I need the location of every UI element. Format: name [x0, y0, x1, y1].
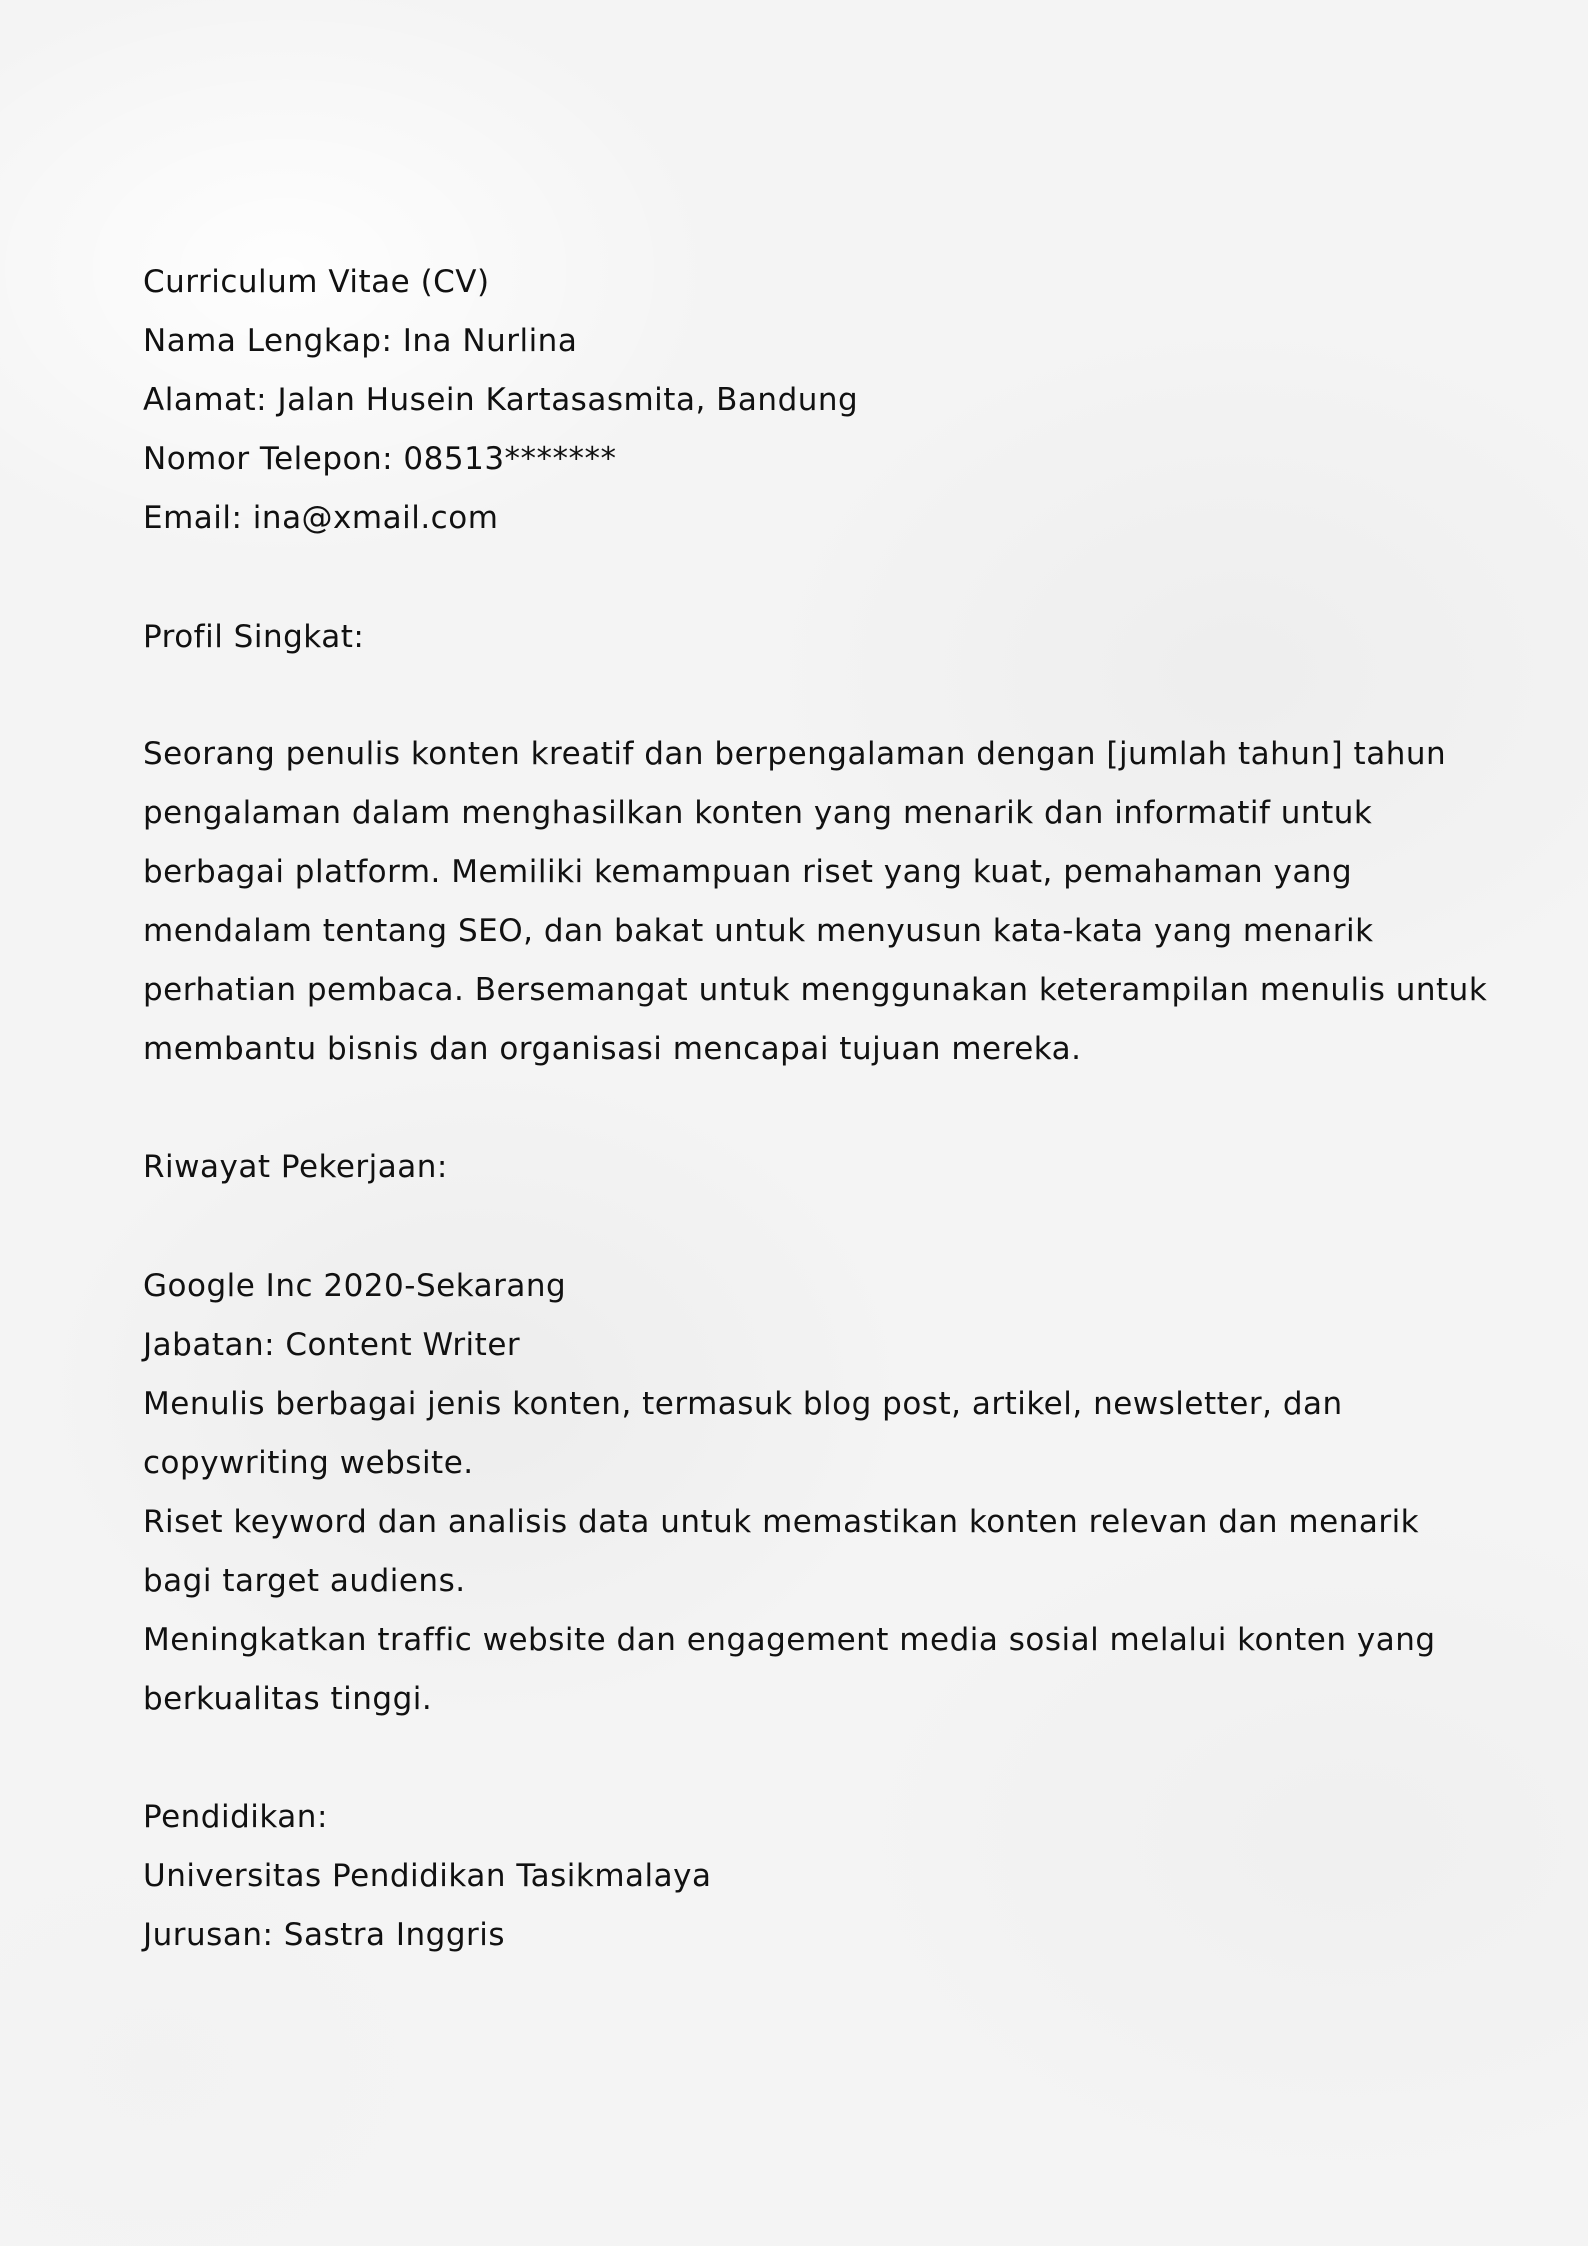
education-heading: Pendidikan: — [143, 1799, 328, 1835]
address: Alamat: Jalan Husein Kartasasmita, Bandung — [143, 382, 859, 418]
phone-number: Nomor Telepon: 08513******* — [143, 441, 617, 477]
work-line: Riset keyword dan analisis data untuk memastikan konten relevan dan menarik — [143, 1504, 1420, 1540]
work-line: Menulis berbagai jenis konten, termasuk blog post, artikel, newsletter, dan — [143, 1386, 1343, 1422]
work-line: berkualitas tinggi. — [143, 1681, 433, 1717]
profile-line: membantu bisnis dan organisasi mencapai tujuan mereka. — [143, 1031, 1082, 1067]
cv-title: Curriculum Vitae (CV) — [143, 264, 490, 300]
profile-line: berbagai platform. Memiliki kemampuan riset yang kuat, pemahaman yang — [143, 854, 1353, 890]
work-position: Jabatan: Content Writer — [143, 1327, 521, 1363]
profile-line: perhatian pembaca. Bersemangat untuk menggunakan keterampilan menulis untuk — [143, 972, 1488, 1008]
email: Email: ina@xmail.com — [143, 500, 499, 536]
work-line: Meningkatkan traffic website dan engagement media sosial melalui konten yang — [143, 1622, 1436, 1658]
work-line: bagi target audiens. — [143, 1563, 466, 1599]
profile-line: mendalam tentang SEO, dan bakat untuk menyusun kata-kata yang menarik — [143, 913, 1374, 949]
education-major: Jurusan: Sastra Inggris — [143, 1917, 506, 1953]
profile-heading: Profil Singkat: — [143, 619, 365, 655]
work-line: copywriting website. — [143, 1445, 474, 1481]
work-heading: Riwayat Pekerjaan: — [143, 1149, 448, 1185]
profile-line: Seorang penulis konten kreatif dan berpengalaman dengan [jumlah tahun] tahun — [143, 736, 1447, 772]
education-school: Universitas Pendidikan Tasikmalaya — [143, 1858, 712, 1894]
full-name: Nama Lengkap: Ina Nurlina — [143, 323, 578, 359]
work-company: Google Inc 2020-Sekarang — [143, 1268, 567, 1304]
profile-line: pengalaman dalam menghasilkan konten yang menarik dan informatif untuk — [143, 795, 1373, 831]
